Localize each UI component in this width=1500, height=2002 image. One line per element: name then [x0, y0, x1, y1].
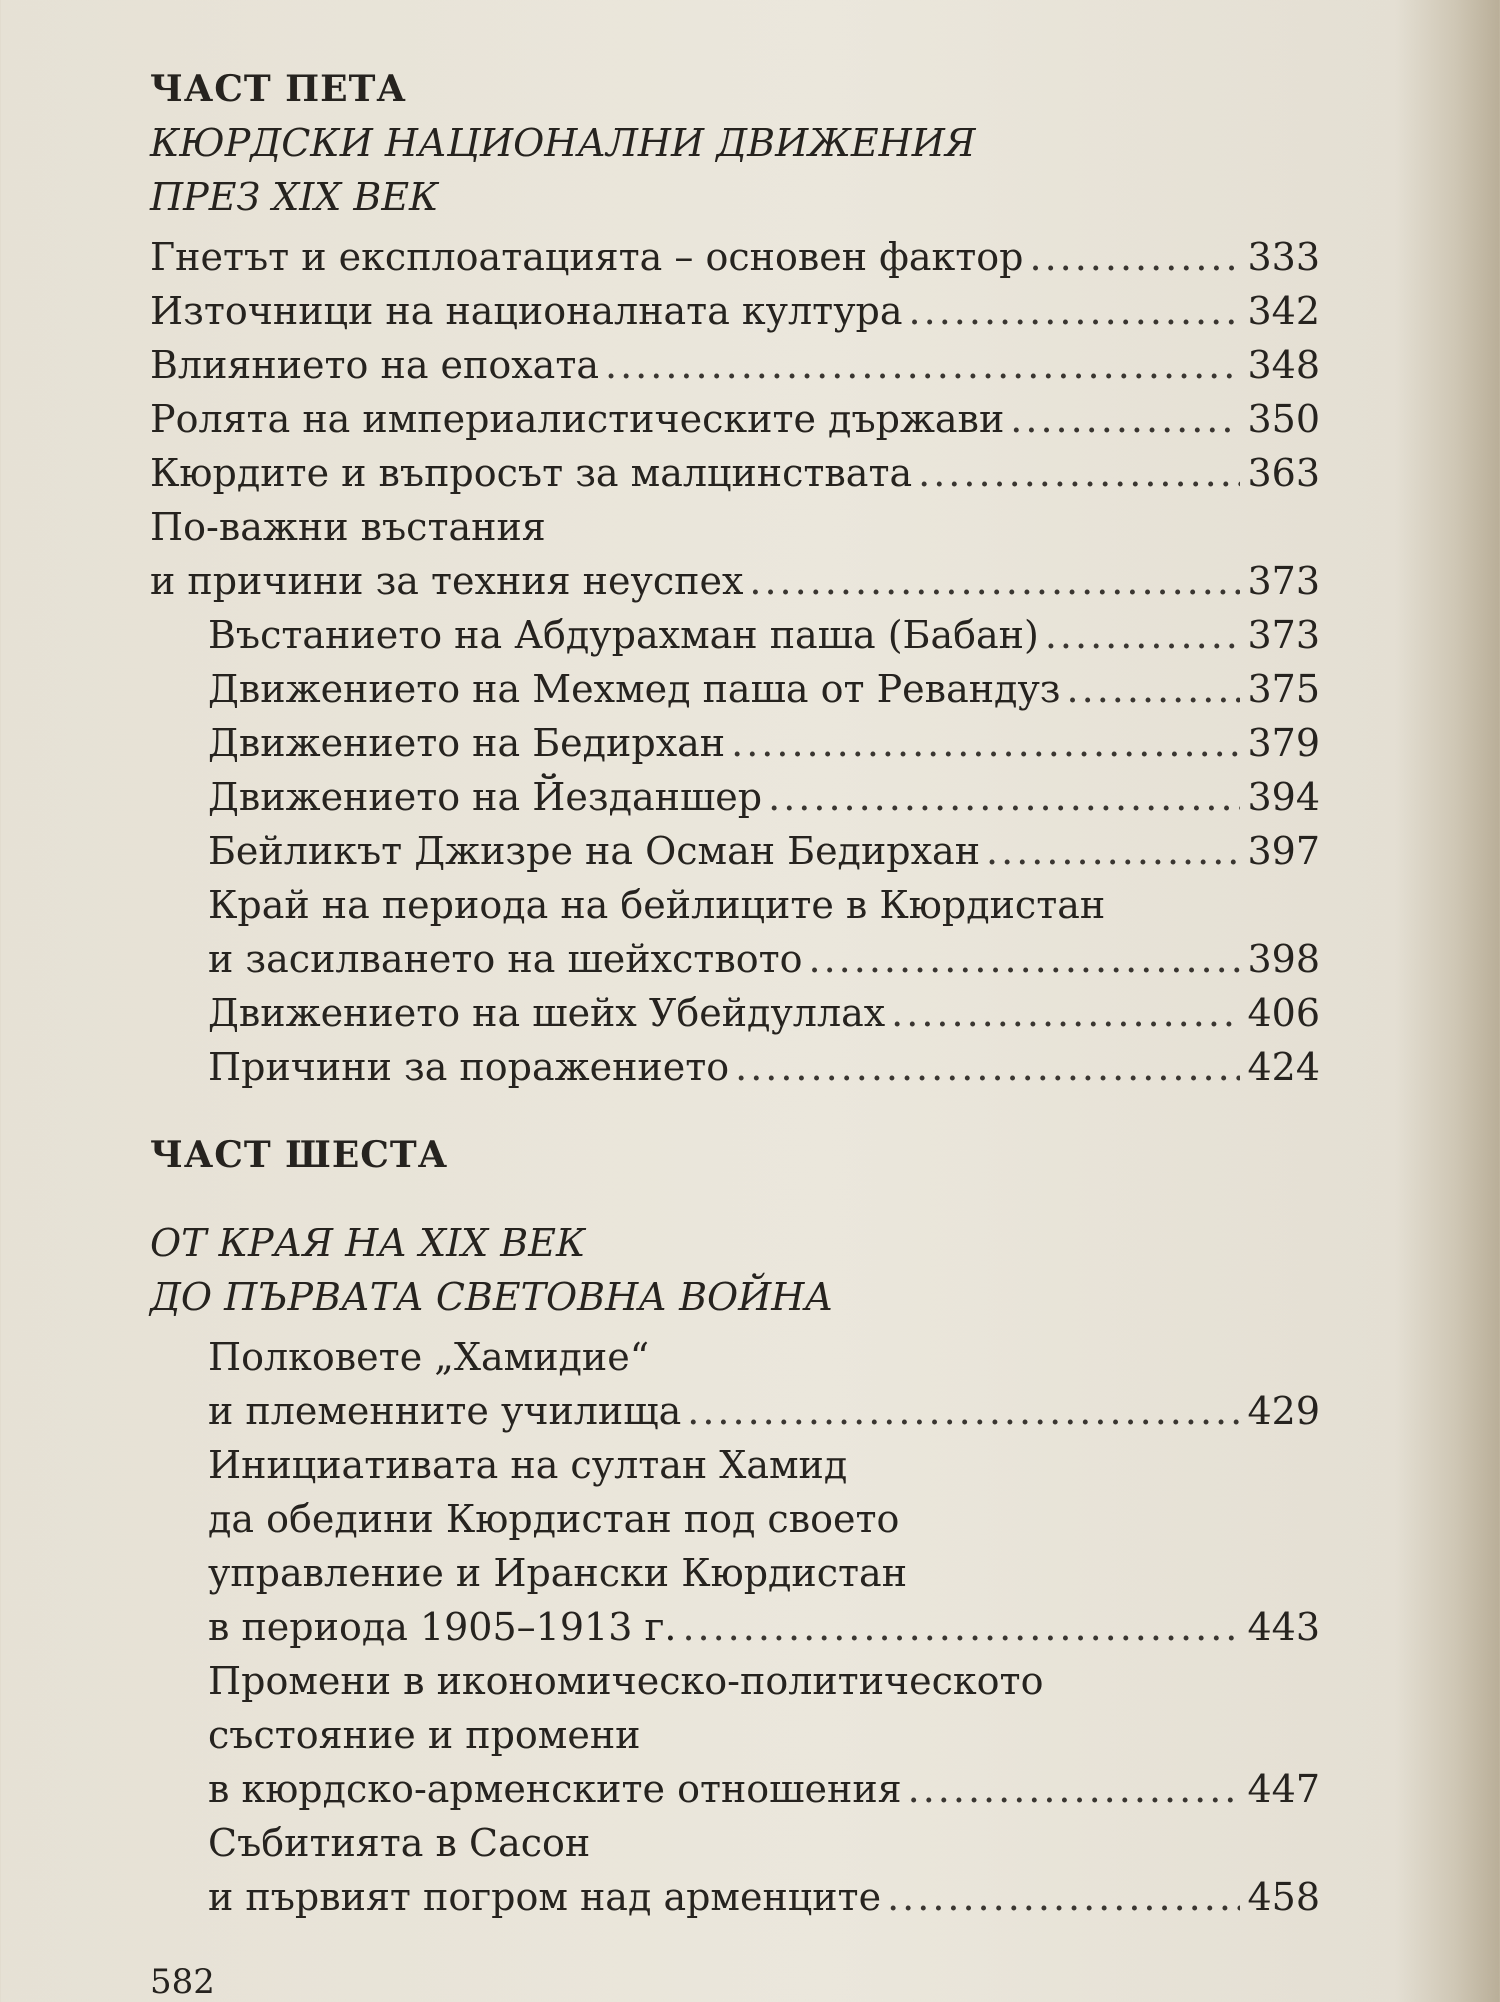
toc-entry-title-line[interactable]: Инициативата на султан Хамид [208, 1443, 848, 1487]
dot-leader [1045, 608, 1240, 662]
dot-leader [918, 446, 1240, 500]
toc-subentry[interactable] [150, 824, 1320, 878]
toc-entry-title: в периода 1905–1913 г. [208, 1605, 677, 1649]
toc-entry-title-line[interactable]: управление и Ирански Кюрдистан [208, 1551, 908, 1595]
dot-leader [809, 932, 1241, 986]
part-six-subtitle-line: ОТ КРАЯ НА XIX ВЕК [150, 1221, 586, 1265]
dot-leader [1029, 230, 1240, 284]
toc-entry-title: Ролята на империалистическите държави [150, 397, 1005, 441]
toc-entry-title-line[interactable]: Полковете „Хамидие“ [208, 1335, 650, 1379]
toc-entry-page: 397 [1247, 829, 1320, 873]
toc-entry-title: Въстанието на Абдурахман паша (Бабан) [208, 613, 1039, 657]
page-number: 582 [150, 1962, 215, 2002]
part-six-heading: ЧАСТ ШЕСТА [150, 1134, 449, 1176]
toc-entry[interactable] [150, 284, 1320, 338]
dot-leader [891, 986, 1240, 1040]
toc-entry-page: 348 [1247, 343, 1320, 387]
toc-subentry[interactable] [150, 1600, 1320, 1654]
toc-subentry[interactable] [150, 1870, 1320, 1924]
toc-entry-title: и племенните училища [208, 1389, 682, 1433]
toc-entry-page: 350 [1247, 397, 1320, 441]
toc-entry-page: 375 [1247, 667, 1320, 711]
dot-leader [1067, 662, 1240, 716]
dot-leader [682, 1600, 1240, 1654]
toc-entry-title-line[interactable]: състояние и промени [208, 1713, 641, 1757]
toc-subentry[interactable] [150, 716, 1320, 770]
toc-entry-page: 373 [1247, 559, 1320, 603]
dot-leader [986, 824, 1240, 878]
dot-leader [908, 1762, 1240, 1816]
dot-leader [687, 1384, 1240, 1438]
toc-subentry[interactable] [150, 1762, 1320, 1816]
toc-entry-title: Източници на националната култура [150, 289, 903, 333]
dot-leader [887, 1870, 1240, 1924]
toc-entry-title: Бейликът Джизре на Осман Бедирхан [208, 829, 981, 873]
toc-subentry[interactable] [150, 932, 1320, 986]
dot-leader [735, 1040, 1240, 1094]
dot-leader [605, 338, 1240, 392]
toc-entry-title: и причини за техния неуспех [150, 559, 744, 603]
toc-entry-title: Движението на шейх Убейдуллах [208, 991, 886, 1035]
toc-entry-page: 342 [1247, 289, 1320, 333]
toc-entry-page: 373 [1247, 613, 1320, 657]
part-six-subtitle-line: ДО ПЪРВАТА СВЕТОВНА ВОЙНА [150, 1275, 834, 1319]
toc-entry-title-line[interactable]: Събитията в Сасон [208, 1821, 591, 1865]
toc-entry-page: 424 [1247, 1045, 1320, 1089]
toc-entry-title: Движението на Бедирхан [208, 721, 726, 765]
toc-page [150, 62, 1320, 1924]
toc-entry-page: 429 [1247, 1389, 1320, 1433]
toc-entry-page: 394 [1247, 775, 1320, 819]
toc-entry-title: Движението на Йезданшер [208, 775, 763, 819]
toc-subentry[interactable] [150, 1384, 1320, 1438]
toc-entry[interactable] [150, 338, 1320, 392]
toc-entry-title-line[interactable]: Промени в икономическо-политическото [208, 1659, 1044, 1703]
toc-entry-title: Влиянието на епохата [150, 343, 600, 387]
toc-entry-page: 398 [1247, 937, 1320, 981]
toc-entry-title: и първият погром над арменците [208, 1875, 882, 1919]
dot-leader [1010, 392, 1240, 446]
dot-leader [768, 770, 1240, 824]
toc-entry-page: 443 [1247, 1605, 1320, 1649]
toc-entry[interactable] [150, 230, 1320, 284]
toc-entry-page: 379 [1247, 721, 1320, 765]
toc-entry-title-line[interactable]: По-важни въстания [150, 505, 546, 549]
toc-entry-title-line[interactable]: Край на периода на бейлиците в Кюрдистан [208, 883, 1106, 927]
toc-subentry[interactable] [150, 662, 1320, 716]
part-five-subtitle-line: ПРЕЗ XIX ВЕК [150, 175, 439, 219]
toc-entry-page: 406 [1247, 991, 1320, 1035]
toc-entry-title: Движението на Мехмед паша от Ревандуз [208, 667, 1061, 711]
toc-entry-title: и засилването на шейхството [208, 937, 803, 981]
toc-entry[interactable] [150, 446, 1320, 500]
toc-subentry[interactable] [150, 986, 1320, 1040]
toc-entry-title: Кюрдите и въпросът за малцинствата [150, 451, 913, 495]
toc-entry-page: 363 [1247, 451, 1320, 495]
part-five-subtitle-line: КЮРДСКИ НАЦИОНАЛНИ ДВИЖЕНИЯ [150, 121, 976, 165]
toc-entry-page: 458 [1247, 1875, 1320, 1919]
toc-entry[interactable] [150, 554, 1320, 608]
toc-entry-title: в кюрдско-арменските отношения [208, 1767, 902, 1811]
part-five-heading: ЧАСТ ПЕТА [150, 68, 407, 110]
toc-entry-title: Гнетът и експлоатацията – основен фактор [150, 235, 1024, 279]
toc-entry[interactable] [150, 392, 1320, 446]
toc-subentry[interactable] [150, 1040, 1320, 1094]
toc-subentry[interactable] [150, 770, 1320, 824]
part-six-subtitle [150, 1216, 1320, 1324]
dot-leader [749, 554, 1240, 608]
dot-leader [909, 284, 1240, 338]
toc-entry-title: Причини за поражението [208, 1045, 730, 1089]
toc-entry-title-line[interactable]: да обедини Кюрдистан под своето [208, 1497, 900, 1541]
toc-entry-page: 333 [1247, 235, 1320, 279]
dot-leader [731, 716, 1240, 770]
part-five-subtitle [150, 116, 1320, 224]
toc-subentry[interactable] [150, 608, 1320, 662]
toc-entry-page: 447 [1247, 1767, 1320, 1811]
